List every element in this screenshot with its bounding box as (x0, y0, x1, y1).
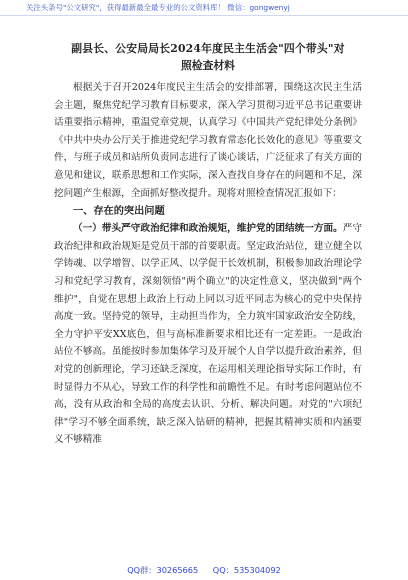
subsection-body: 严守政治纪律和政治规矩是党员干部的首要职责。坚定政治站位，建立健全以学铸魂、以学增智、以学正风、以学促干长效机制，积极参加政治理论学习和党纪学习教育，深刻领悟"两个确立"的决定性意义，坚决做到"两个维护"，自觉在思想上政治上行动上同以习近平同志为核心的党中央保持高度一致。坚持党的领导，主动担当作为，全力筑牢国家政治安全防线，全力守护平安XX底色，但与高标准新要求相比还有一定差距。一是政治站位不够高。虽能按时参加集体学习及开展个人自学以提升政治素养，但对党的创新理论，学习还缺乏深度，在运用相关理论指导实际工作时，有时显得力不从心，导致工作的科学性和前瞻性不足。有时考虑问题站位不高，没有从政治和全局的高度去认识、分析、解决问题。对党的"六项纪律"学习不够全面系统，缺乏深入钻研的精神，把握其精神实质和内涵要义不够精准 (54, 223, 363, 446)
subsection-heading: （一）带头严守政治纪律和政治规矩，维护党的团结统一方面。 (73, 223, 343, 235)
document-title-line2: 照检查材料 (181, 59, 235, 72)
banner-text: 关注头条号"公文研究"，获得最新最全最专业的公文资料库！ 微信：gongwenyj (26, 3, 290, 12)
document-title: 副县长、公安局局长2024年度民主生活会"四个带头"对 (71, 42, 345, 55)
footer-qq-group: QQ群：30265665 (127, 565, 199, 575)
top-banner (0, 0, 408, 16)
footer-contact (0, 563, 408, 580)
subsection-paragraph (54, 220, 362, 449)
footer-qq: QQ：535304092 (212, 565, 281, 575)
intro-paragraph: 根据关于召开2024年度民主生活会的安排部署，围绕这次民主生活会主题，聚焦党纪学习教育目标要求，深入学习贯彻习近平总书记重要讲话重要指示精神，重温党章党规，认真学习《中国共产党纪律处分条例》《中共中央办公厅关于推进党纪学习教育常态化长效化的意见》等重要文件，与班子成员和站所负责同志进行了谈心谈话，广泛征求了有关方面的意见和建议，联系思想和工作实际，深入查找自身存在的问题和不足，深挖问题产生根源，全面抓好整改提升。现将对照检查情况汇报如下： (54, 82, 362, 199)
section-heading: 一、存在的突出问题 (73, 205, 165, 218)
document-body (54, 40, 362, 449)
